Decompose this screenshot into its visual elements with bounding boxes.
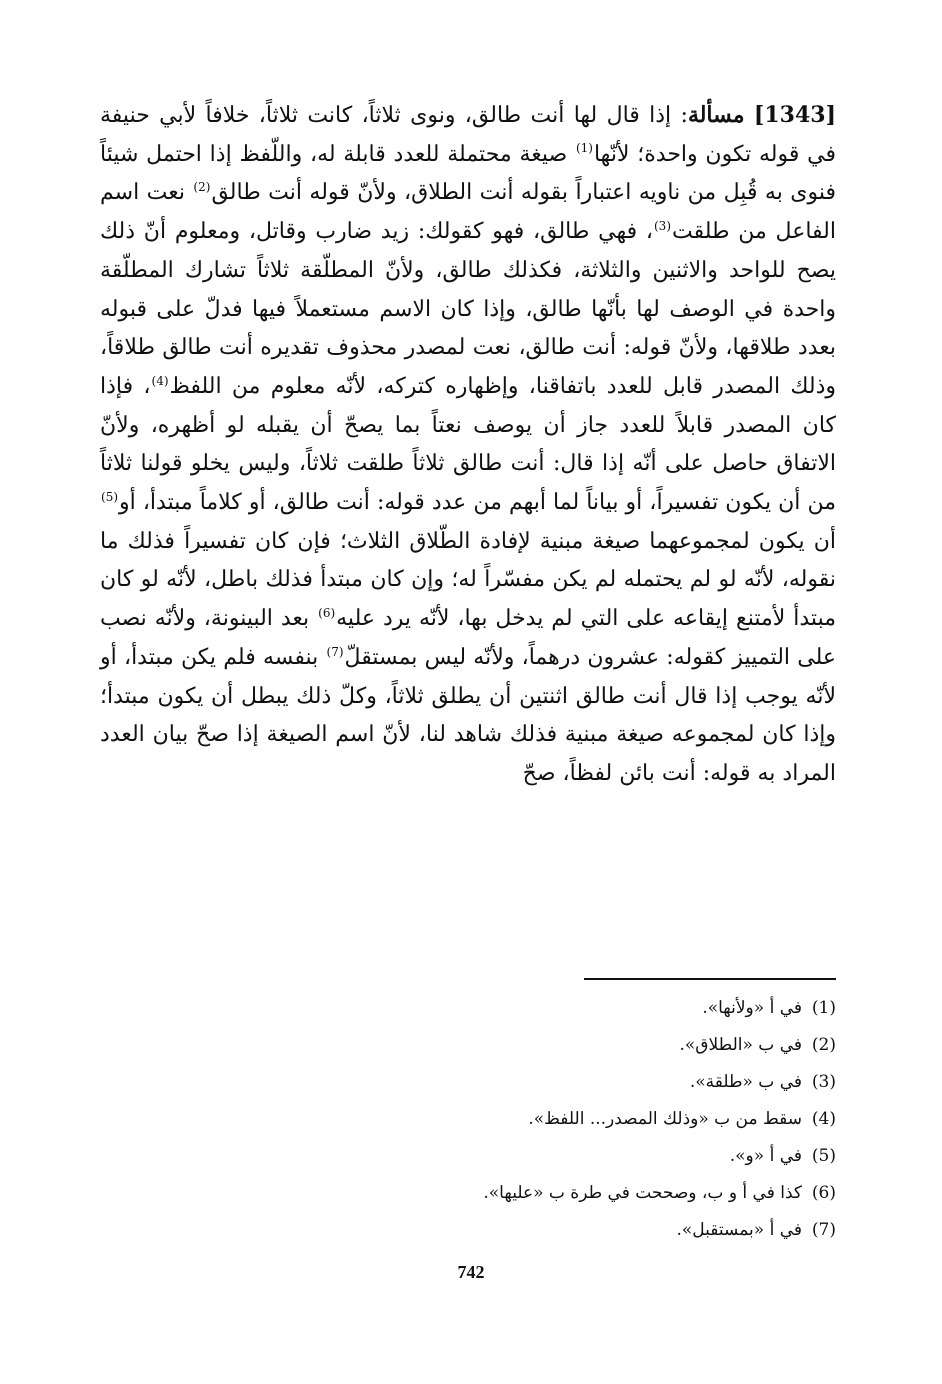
text-segment: بعد البينونة، ولأنّه نصب على التمييز كقوله: عشرون درهماً، ولأنّه ليس بمستقلّ [100,606,836,670]
issue-number: [1343] [753,102,836,128]
footnote-number: (1) [811,998,836,1018]
footnote-text: في ب «طلقة». [689,1072,802,1092]
text-segment: أن يكون لمجموعهما صيغة مبنية لإفادة الطّلاق الثلاث؛ فإن كان تفسيراً فذلك ما نقوله، لأنّه لو لم يحتمله لم يكن مفسّراً له؛ وإن كان مبتدأ فذلك باطل، لأنّه لو كان مبتدأ لأمتنع إيقاعه على التي لم يدخل بها، لأنّه يرد عليه [100,528,836,632]
page-number: 742 [457,1262,485,1282]
footnote-item [100,1175,836,1212]
footnote-number: (3) [811,1072,836,1092]
footnote-ref: (4) [151,373,169,388]
footnote-ref: (7) [326,644,344,659]
text-segment: : إذا قال لها أنت طالق، ونوى ثلاثاً، كانت ثلاثاً، خلافاً لأبي حنيفة في قوله تكون واحدة؛ لأنّها [100,103,836,167]
footnote-text: سقط من ب «وذلك المصدر... اللفظ». [528,1109,802,1129]
footnote-item [100,1212,836,1249]
footnote-ref: (1) [575,141,593,156]
footnote-ref: (3) [653,218,671,233]
footnote-item [100,1138,836,1175]
footnote-number: (5) [811,1146,836,1166]
footnote-text: في أ «و». [729,1146,802,1166]
footnotes-list [100,990,836,1249]
footnote-number: (6) [811,1183,836,1203]
footnote-number: (7) [811,1220,836,1240]
footnote-item [100,990,836,1027]
issue-label: مسألة [687,102,745,128]
footnote-text: كذا في أ و ب، وصححت في طرة ب «عليها». [483,1183,802,1203]
footnote-ref: (5) [101,489,119,504]
footnote-item [100,1064,836,1101]
footnote-item [100,1027,836,1064]
text-segment: صيغة محتملة للعدد قابلة له، واللّفظ إذا احتمل شيئاً فنوى به قُبِل من ناويه اعتباراً بقوله أنت الطلاق، ولأنّ قوله أنت طالق [100,141,837,206]
main-text-block [100,96,836,794]
footnote-ref: (2) [193,180,211,195]
footnote-number: (2) [811,1035,836,1055]
text-segment: نعت اسم الفاعل من طلقت [100,180,836,245]
text-segment: بنفسه فلم يكن مبتدأ، أو لأنّه يوجب إذا قال أنت طالق اثنتين أن يطلق ثلاثاً، وكلّ ذلك يبطل أن يكون مبتدأ؛ وإذا كان لمجموعه صيغة مبنية فذلك شاهد لنا، لأنّ اسم الصيغة إذا صحّ بيان العدد المراد به قوله: أنت بائن لفظاً، صحّ [100,644,836,786]
footnote-separator [584,978,836,980]
text-segment: ، فإذا كان المصدر قابلاً للعدد جاز أن يوصف نعتاً بما يصحّ أن يقبله لو أظهره، ولأنّ الاتفاق حاصل على أنّه إذا قال: أنت طالق ثلاثاً طلقت ثلاثاً، وليس يخلو قولنا ثلاثاً من أن يكون تفسيراً، أو بياناً لما أبهم من عدد قوله: أنت طالق، أو كلاماً مبتدأ، أو [100,373,836,516]
footnote-text: في أ «بمستقبل». [676,1220,802,1240]
text-segment: ، فهي طالق، فهو كقولك: زيد ضارب وقاتل، ومعلوم أنّ ذلك يصح للواحد والاثنين والثلاثة، فكذلك طالق، ولأنّ المطلّقة ثلاثاً تشارك المطلّقة واحدة في الوصف لها بأنّها طالق، وإذا كان الاسم مستعملاً فيها فدلّ على قبوله بعدد طلاقها، ولأنّ قوله: أنت طالق، نعت لمصدر محذوف تقديره أنت طالق طلاقاً، وذلك المصدر قابل للعدد باتفاقنا، وإظهاره كتركه، لأنّه معلوم من اللفظ [100,219,836,399]
footnote-ref: (6) [318,605,336,620]
footnote-text: في أ «ولأنها». [702,998,802,1018]
issue-paragraph [100,96,836,794]
footnote-text: في ب «الطلاق». [679,1035,802,1055]
footnote-number: (4) [811,1109,836,1129]
footnote-item [100,1101,836,1138]
